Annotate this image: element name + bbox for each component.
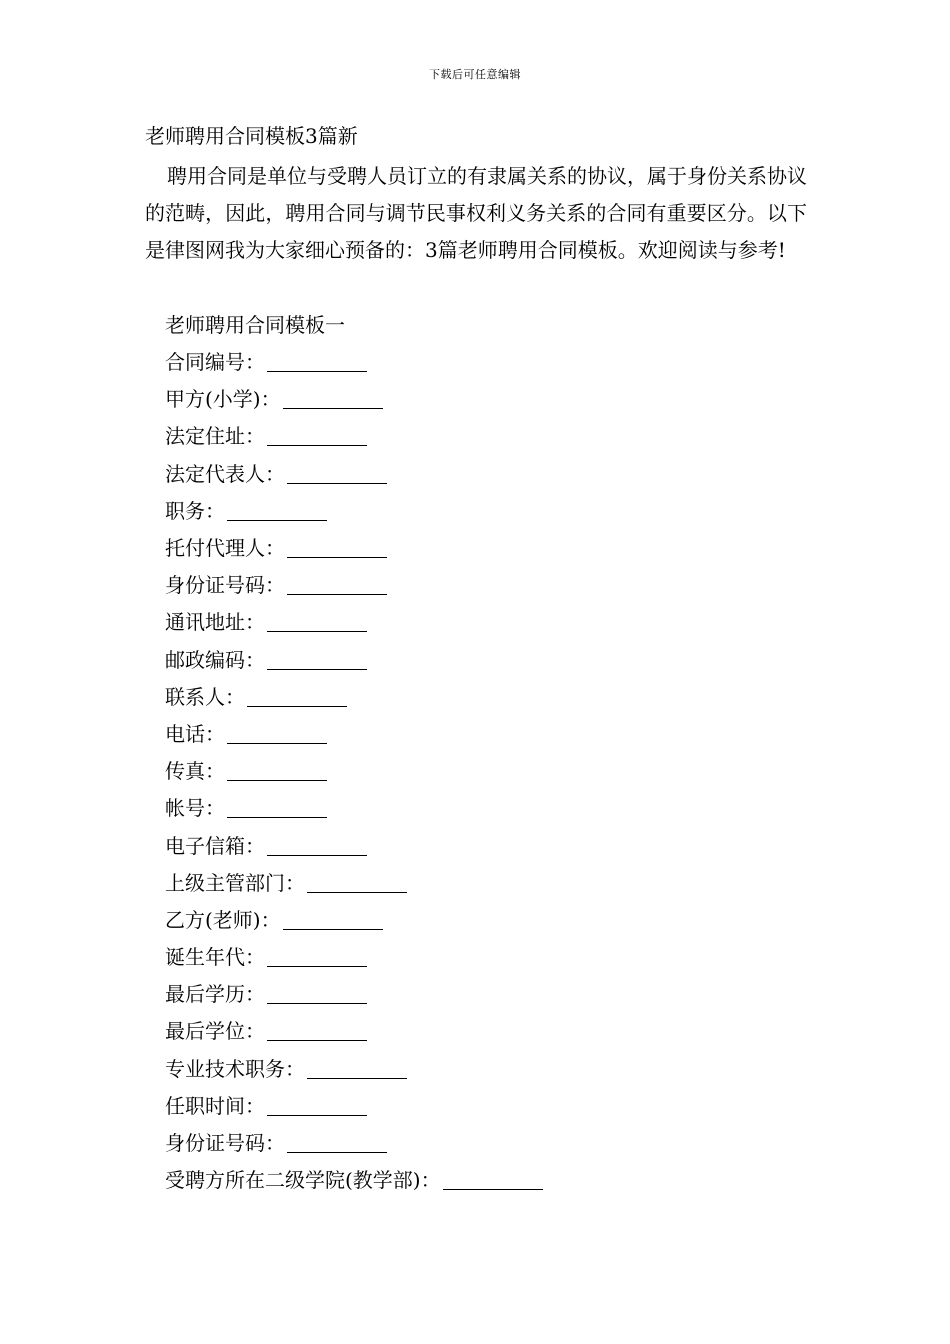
field-row [165, 827, 543, 864]
field-row [165, 1051, 543, 1088]
field-label: 传真： [165, 759, 225, 784]
field-label: 甲方(小学)： [165, 387, 281, 412]
field-row [165, 865, 543, 902]
field-label: 职务： [165, 498, 225, 523]
fill-in-blank [287, 461, 387, 484]
field-row [165, 493, 543, 530]
fill-in-blank [267, 833, 367, 856]
field-label: 法定代表人： [165, 461, 285, 486]
field-row [165, 642, 543, 679]
fill-in-blank [267, 423, 367, 446]
field-row [165, 753, 543, 790]
fill-in-blank [267, 349, 367, 372]
field-label: 联系人： [165, 684, 245, 709]
field-row [165, 604, 543, 641]
field-row [165, 1162, 543, 1199]
field-row [165, 679, 543, 716]
field-row [165, 1088, 543, 1125]
field-row [165, 381, 543, 418]
field-label: 邮政编码： [165, 647, 265, 672]
fill-in-blank [267, 609, 367, 632]
field-row [165, 530, 543, 567]
field-label: 法定住址： [165, 424, 265, 449]
fill-in-blank [267, 981, 367, 1004]
fill-in-blank [267, 647, 367, 670]
fill-in-blank [287, 572, 387, 595]
field-label: 受聘方所在二级学院(教学部)： [165, 1168, 441, 1193]
field-label: 任职时间： [165, 1093, 265, 1118]
fill-in-blank [227, 721, 327, 744]
document-title: 老师聘用合同模板3篇新 [145, 124, 358, 148]
fill-in-blank [307, 870, 407, 893]
field-row [165, 976, 543, 1013]
field-label: 通讯地址： [165, 610, 265, 635]
field-row [165, 790, 543, 827]
field-label: 最后学历： [165, 982, 265, 1007]
fill-in-blank [443, 1167, 543, 1190]
field-label: 帐号： [165, 796, 225, 821]
field-label: 身份证号码： [165, 1131, 285, 1156]
fill-in-blank [267, 1093, 367, 1116]
fill-in-blank [227, 795, 327, 818]
field-label: 专业技术职务： [165, 1056, 305, 1081]
section-title: 老师聘用合同模板一 [165, 313, 345, 337]
intro-paragraph: 聘用合同是单位与受聘人员订立的有隶属关系的协议，属于身份关系协议的范畴，因此，聘用合同与调节民事权利义务关系的合同有重要区分。以下是律图网我为大家细心预备的：3篇老师聘用合同模板。欢迎阅读与参考! [145, 164, 807, 262]
fill-in-blank [227, 498, 327, 521]
fill-in-blank [307, 1056, 407, 1079]
field-label: 乙方(老师)： [165, 907, 281, 932]
field-row [165, 1125, 543, 1162]
field-label: 身份证号码： [165, 573, 285, 598]
fill-in-blank [287, 1130, 387, 1153]
field-label: 诞生年代： [165, 945, 265, 970]
fill-in-blank [283, 907, 383, 930]
field-label: 最后学位： [165, 1019, 265, 1044]
field-row [165, 902, 543, 939]
field-row [165, 344, 543, 381]
field-row [165, 939, 543, 976]
field-row [165, 567, 543, 604]
field-row [165, 716, 543, 753]
fill-in-blank [227, 758, 327, 781]
field-label: 合同编号： [165, 350, 265, 375]
fill-in-blank [267, 944, 367, 967]
page-header-note: 下载后可任意编辑 [429, 68, 521, 81]
contract-field-list [165, 344, 543, 1199]
field-label: 电子信箱： [165, 833, 265, 858]
fill-in-blank [283, 386, 383, 409]
field-label: 托付代理人： [165, 536, 285, 561]
field-row [165, 1013, 543, 1050]
field-label: 上级主管部门： [165, 870, 305, 895]
field-label: 电话： [165, 721, 225, 746]
fill-in-blank [287, 535, 387, 558]
field-row [165, 418, 543, 455]
fill-in-blank [247, 684, 347, 707]
fill-in-blank [267, 1018, 367, 1041]
field-row [165, 456, 543, 493]
